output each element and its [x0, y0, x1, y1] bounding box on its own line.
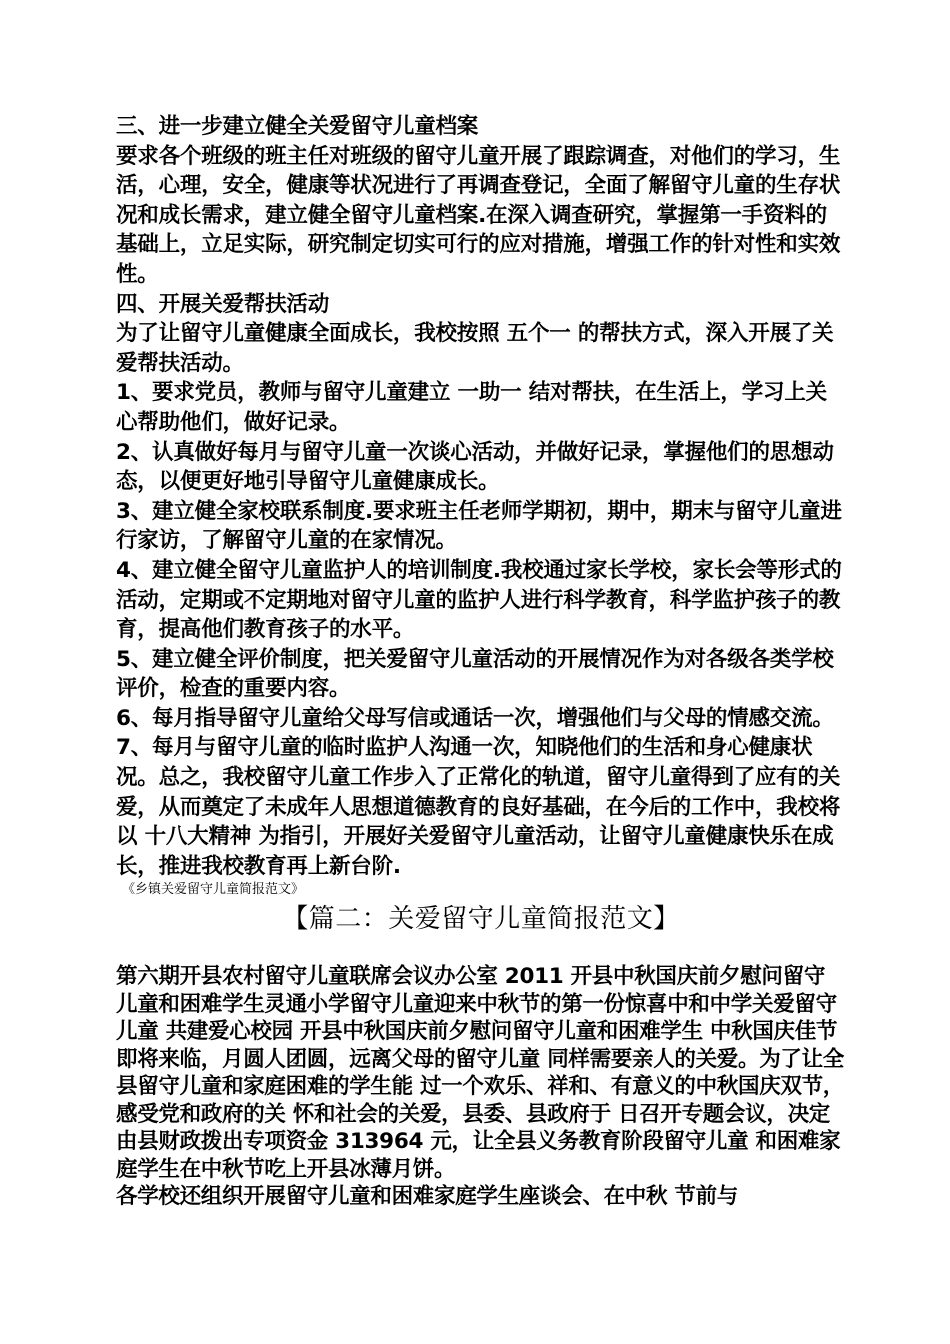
section-one	[116, 112, 846, 881]
section-heading-4: 四、开展关爱帮扶活动	[116, 291, 330, 317]
section-two	[116, 963, 846, 1211]
list-item-6: 6、每月指导留守儿童给父母写信或通话一次，增强他们与父母的情感交流。7、每月与留守儿童的临时监护人沟通一次，知晓他们的生活和身心健康状况。总之，我校留守儿童工作步入了正常化的轨道，留守儿童得到了应有的关爱，从而奠定了未成年人思想道德教育的良好基础，在今后的工作中，我校将以 十八大精神 为指引，开展好关爱留守儿童活动，让留守儿童健康快乐在成长，推进我校教育再上新台阶.	[116, 705, 841, 879]
paragraph: 第六期开县农村留守儿童联席会议办公室 2011 开县中秋国庆前夕慰问留守儿童和困难学生灵通小学留守儿童迎来中秋节的第一份惊喜中和中学关爱留守儿童 共建爱心校园 开县中秋国庆前夕慰问留守儿童和困难学生 中秋国庆佳节即将来临，月圆人团圆，远离父母的留守儿童 同样需要亲人的关爱。为了让全县留守儿童和家庭困难的学生能 过一个欢乐、祥和、有意义的中秋国庆双节，感受党和政府的关 怀和社会的关爱，县委、县政府于 日召开专题会议，决定由县财政拨出专项资金 313964 元，让全县义务教育阶段留守儿童 和困难家庭学生在中秋节吃上开县冰薄月饼。	[116, 964, 844, 1182]
paragraph: 各学校还组织开展留守儿童和困难家庭学生座谈会、在中秋 节前与	[116, 1184, 738, 1210]
paragraph: 要求各个班级的班主任对班级的留守儿童开展了跟踪调查，对他们的学习，生活，心理，安全，健康等状况进行了再调查登记，全面了解留守儿童的生存状况和成长需求，建立健全留守儿童档案.在深入调查研究，掌握第一手资料的基础上，立足实际，研究制定切实可行的应对措施，增强工作的针对性和实效性。	[116, 143, 841, 287]
list-item-1: 1、要求党员，教师与留守儿童建立 一助一 结对帮扶，在生活上，学习上关心帮助他们，做好记录。	[116, 380, 827, 435]
part-two-heading: 【篇二：关爱留守儿童简报范文】	[282, 904, 680, 935]
section-heading-3: 三、进一步建立健全关爱留守儿童档案	[116, 114, 479, 139]
list-item-4: 4、建立健全留守儿童监护人的培训制度.我校通过家长学校，家长会等形式的活动，定期或不定期地对留守儿童的监护人进行科学教育，科学监护孩子的教育，提高他们教育孩子的水平。	[116, 557, 842, 643]
document-caption: 《乡镇关爱留守儿童简报范文》	[122, 882, 305, 898]
page-content	[116, 112, 846, 1211]
list-item-3: 3、建立健全家校联系制度.要求班主任老师学期初，期中，期末与留守儿童进行家访，了解留守儿童的在家情况。	[116, 498, 842, 554]
list-item-5: 5、建立健全评价制度，把关爱留守儿童活动的开展情况作为对各级各类学校评价，检查的重要内容。	[116, 646, 834, 702]
list-item-2: 2、认真做好每月与留守儿童一次谈心活动，并做好记录，掌握他们的思想动态，以便更好地引导留守儿童健康成长。	[116, 439, 834, 495]
paragraph: 为了让留守儿童健康全面成长，我校按照 五个一 的帮扶方式，深入开展了关爱帮扶活动。	[116, 321, 834, 376]
